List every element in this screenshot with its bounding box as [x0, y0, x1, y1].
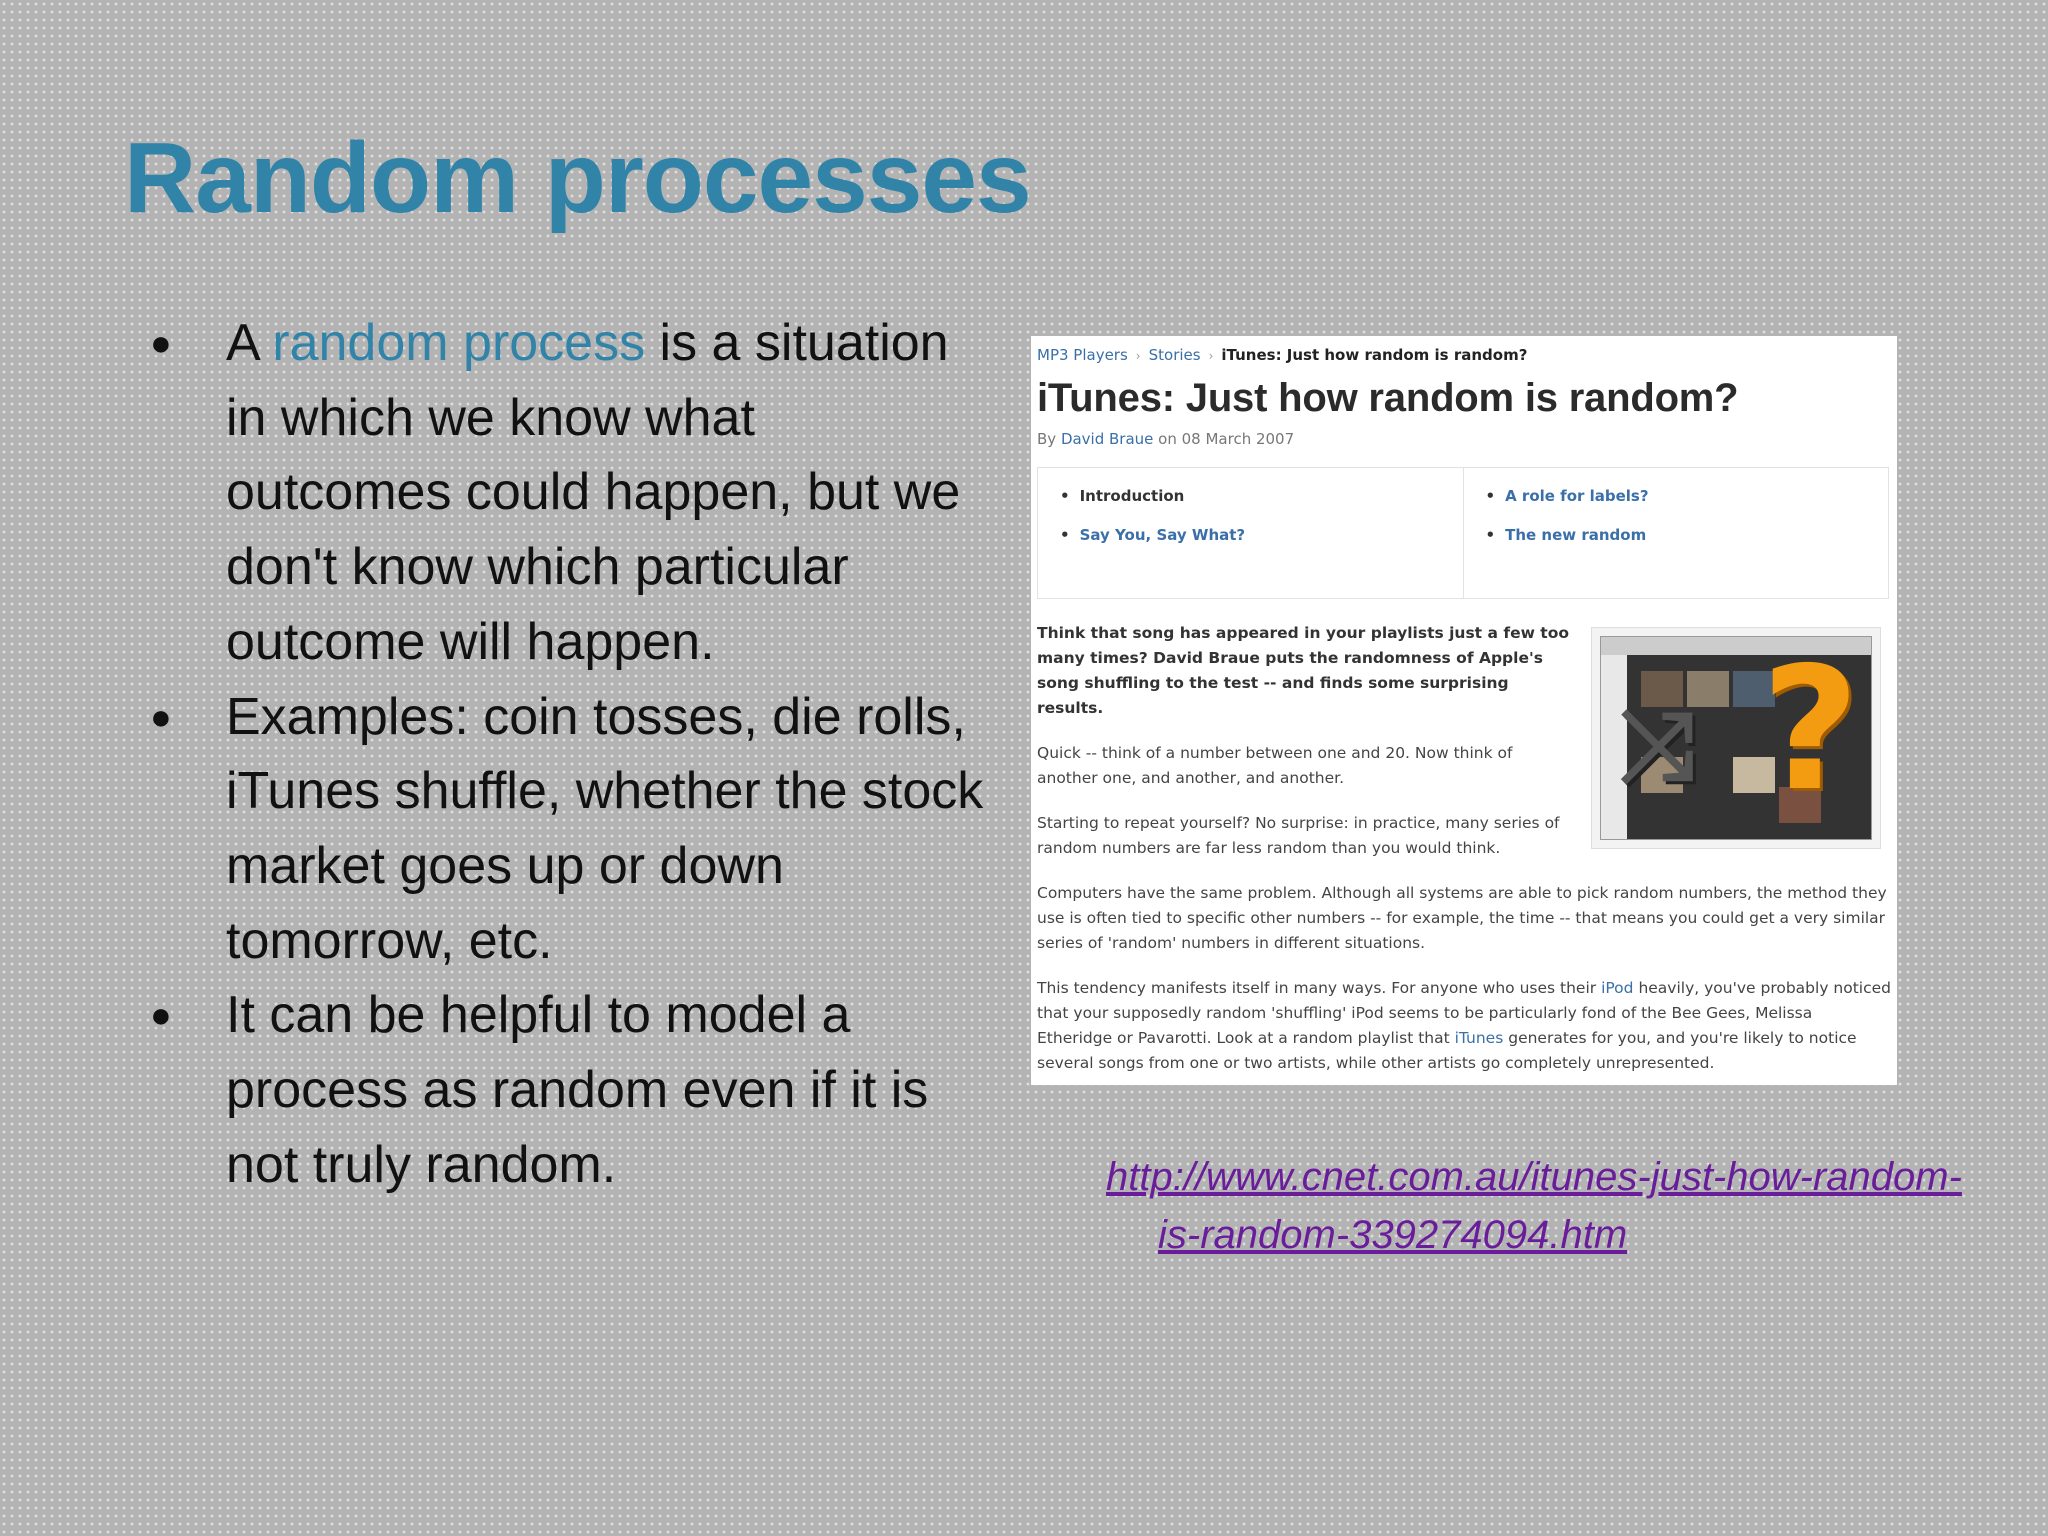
bullet-text: It can be helpful to model a process as random even if it is not truly random. [226, 986, 929, 1194]
itunes-link[interactable]: iTunes [1454, 1029, 1504, 1047]
byline-date: on 08 March 2007 [1153, 430, 1295, 448]
term-random-process: random process [272, 314, 646, 372]
article-paragraph [1037, 976, 1891, 1076]
toc-column-right [1463, 468, 1889, 598]
article-paragraph: Quick -- think of a number between one and 20. Now think of another one, and another, and another. [1037, 744, 1513, 787]
question-mark-icon: ? [1761, 636, 1860, 829]
toc-item-introduction: • Introduction [1060, 486, 1463, 506]
bullet-dot-icon: ● [150, 322, 172, 363]
article-screenshot [1031, 336, 1897, 1085]
breadcrumb-current: iTunes: Just how random is random? [1221, 346, 1528, 364]
toc-item-role-for-labels[interactable]: • A role for labels? [1486, 486, 1889, 506]
bullet-item [150, 306, 990, 680]
shuffle-icon: ⤨ [1619, 689, 1696, 801]
bullet-list [150, 306, 990, 1202]
bullet-text-before: A [226, 314, 273, 372]
article-paragraph: Computers have the same problem. Although all systems are able to pick random numbers, the method they use is often tied to specific other numbers -- for example, the time -- that means you could get a very similar series of 'random' numbers in different situations. [1037, 884, 1887, 952]
para-text: heavily, you've probably noticed that your supposedly random 'shuffling' iPod seems to be particularly fond of the Bee Gees, Melissa Etheridge or Pavarotti. Look at a random playlist that [1037, 979, 1892, 1047]
byline-prefix: By [1037, 430, 1061, 448]
author-link[interactable]: David Braue [1060, 430, 1154, 448]
slide-title: Random processes [124, 122, 1031, 234]
article-body [1037, 621, 1891, 1076]
para-text: generates for you, and you're likely to notice several songs from one or two artists, while other artists go completely unrepresented. [1037, 1029, 1857, 1072]
breadcrumb [1037, 342, 1891, 369]
table-of-contents [1037, 467, 1889, 599]
article-image [1591, 627, 1881, 849]
bullet-dot-icon: ● [150, 695, 172, 737]
bullet-text: Examples: coin tosses, die rolls, iTunes shuffle, whether the stock market goes up or down tomorrow, etc. [226, 687, 984, 970]
breadcrumb-stories[interactable]: Stories [1148, 346, 1201, 364]
toc-item-new-random[interactable]: • The new random [1486, 525, 1889, 545]
para-text: This tendency manifests itself in many ways. For anyone who uses their [1037, 979, 1602, 997]
source-link[interactable] [1106, 1148, 2016, 1264]
source-link-line1[interactable]: http://www.cnet.com.au/itunes-just-how-random- [1106, 1155, 1962, 1199]
article-title: iTunes: Just how random is random? [1037, 376, 1739, 420]
itunes-window-image [1600, 636, 1872, 840]
toc-column-left [1038, 468, 1463, 598]
breadcrumb-mp3-players[interactable]: MP3 Players [1037, 346, 1128, 364]
article-byline [1037, 427, 1891, 451]
bullet-item [150, 978, 990, 1202]
bullet-item [150, 680, 990, 979]
article-intro: Think that song has appeared in your playlists just a few too many times? David Braue puts the randomness of Apple's song shuffling to the test -- and finds some surprising results. [1037, 624, 1570, 717]
breadcrumb-separator-icon: › [1135, 349, 1141, 363]
breadcrumb-separator-icon: › [1208, 349, 1214, 363]
bullet-dot-icon: ● [150, 994, 172, 1036]
article-paragraph: Starting to repeat yourself? No surprise: in practice, many series of random numbers are far less random than you would think. [1037, 814, 1560, 857]
bullet-text-after: is a situation in which we know what outcomes could happen, but we don't know which particular outcome will happen. [226, 314, 961, 671]
toc-item-say-you-say-what[interactable]: • Say You, Say What? [1060, 525, 1463, 545]
source-link-line2[interactable]: is-random-339274094.htm [1158, 1213, 1628, 1257]
ipod-link[interactable]: iPod [1601, 979, 1634, 997]
